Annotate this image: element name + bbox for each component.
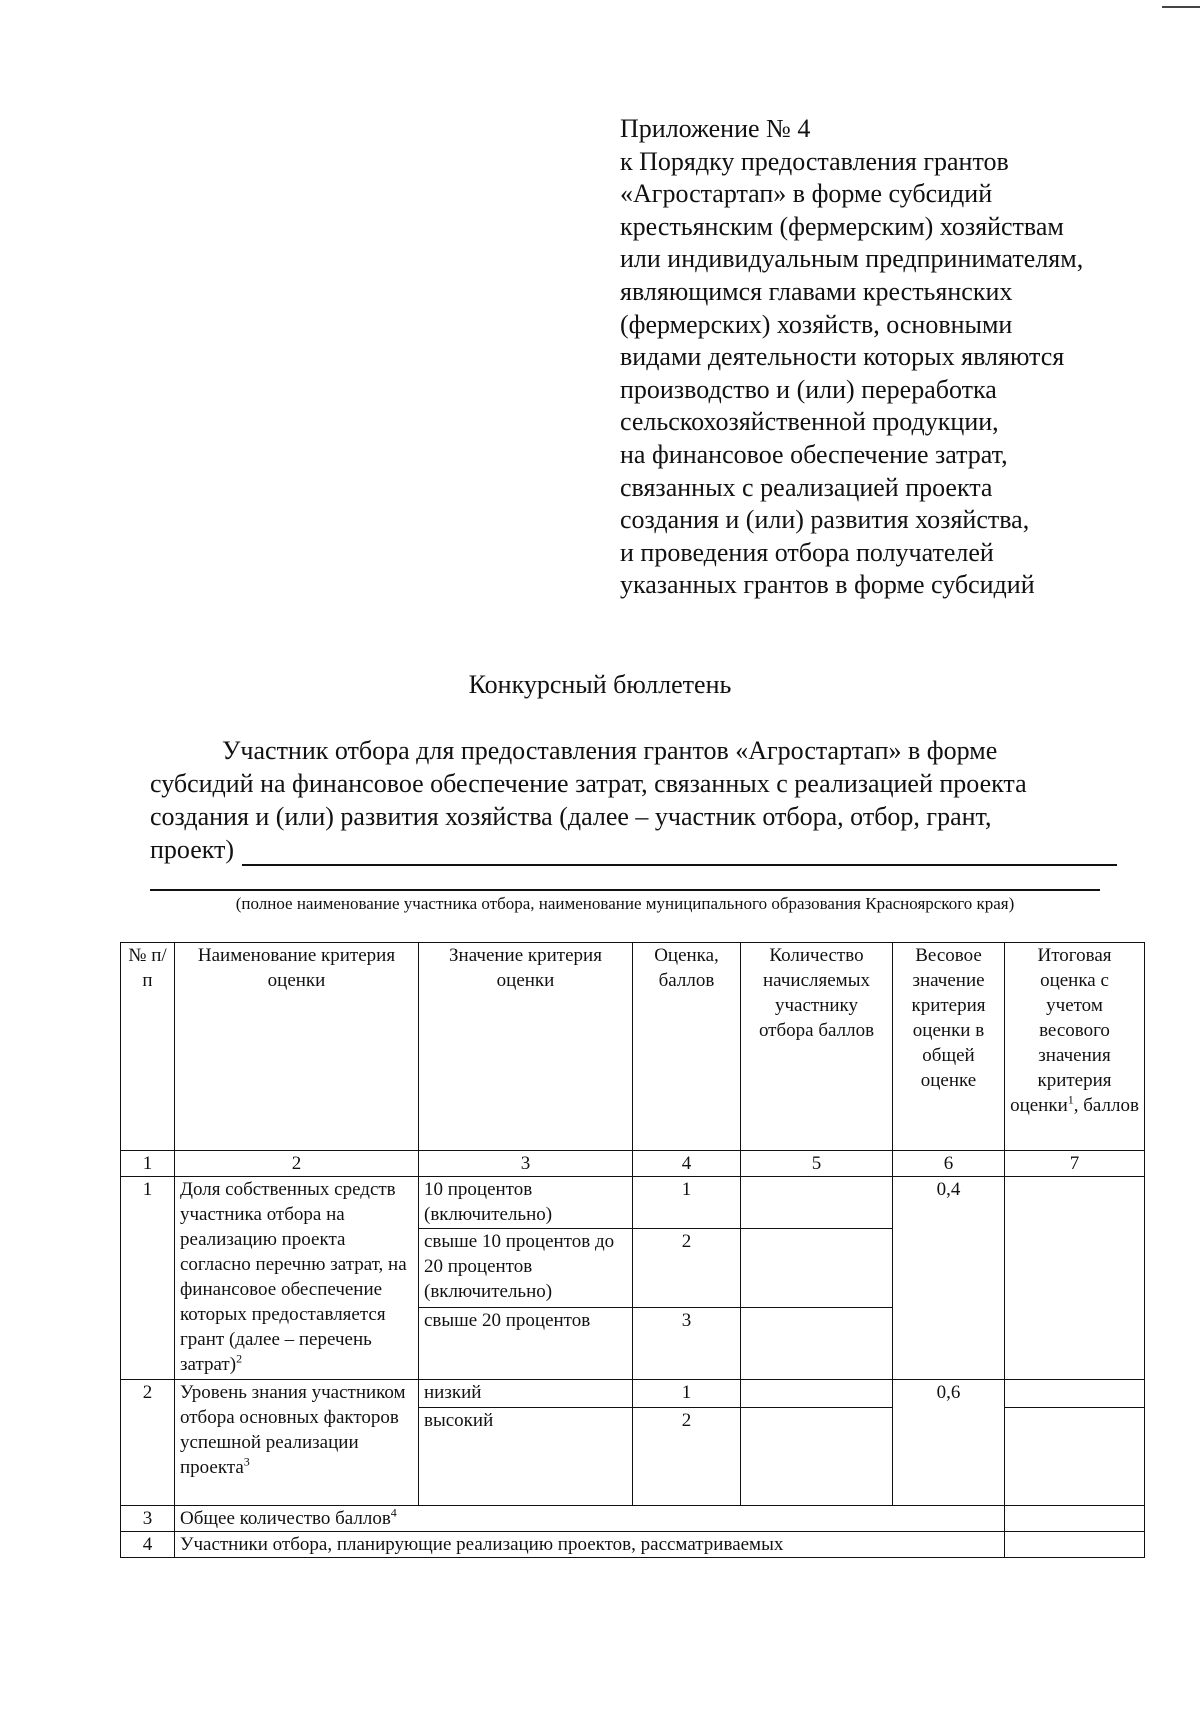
- header-total: [1005, 943, 1145, 1151]
- criterion-name: [175, 1380, 419, 1506]
- col-number: 4: [633, 1151, 741, 1177]
- appendix-line: создания и (или) развития хозяйства,: [620, 505, 1030, 535]
- blank-caption: (полное наименование участника отбора, наименование муниципального образования Красноярского края): [235, 894, 1015, 913]
- criterion-value: свыше 20 процентов: [419, 1308, 633, 1380]
- table-row: [121, 1177, 1145, 1229]
- awarded-points-cell[interactable]: [741, 1380, 893, 1408]
- total-points-text: Общее количество баллов: [180, 1508, 391, 1529]
- intro-paragraph: [150, 734, 1117, 866]
- criterion-score: 1: [633, 1177, 741, 1229]
- col-number: 7: [1005, 1151, 1145, 1177]
- row-num: 4: [121, 1532, 175, 1558]
- footnote-ref: 2: [236, 1351, 243, 1366]
- criterion-value: свыше 10 процентов до 20 процентов (включительно): [419, 1229, 633, 1308]
- col-number: 5: [741, 1151, 893, 1177]
- criterion-name: [175, 1177, 419, 1380]
- appendix-line: на финансовое обеспечение затрат,: [620, 439, 1008, 469]
- appendix-line: сельскохозяйственной продукции,: [620, 407, 999, 437]
- appendix-line: Приложение № 4: [620, 114, 811, 143]
- intro-line: [150, 767, 1117, 800]
- footnote-ref: 3: [243, 1454, 250, 1469]
- appendix-header: [620, 113, 1180, 602]
- intro-text: создания и (или) развития хозяйства (далее – участник отбора, отбор, грант,: [150, 802, 992, 831]
- participants-cell[interactable]: [1005, 1532, 1145, 1558]
- appendix-line: или индивидуальным предпринимателям,: [620, 244, 1084, 274]
- criteria-table: [120, 942, 1145, 1558]
- table-row: [121, 1506, 1145, 1532]
- table-row: [121, 1380, 1145, 1408]
- criterion-value: низкий: [419, 1380, 633, 1408]
- weighted-total-cell[interactable]: [1005, 1380, 1145, 1408]
- intro-line: [150, 800, 1117, 833]
- header-score: Оценка, баллов: [633, 943, 741, 1151]
- col-number: 6: [893, 1151, 1005, 1177]
- appendix-line: производство и (или) переработка: [620, 374, 997, 404]
- header-value: Значение критерия оценки: [419, 943, 633, 1151]
- col-number: 3: [419, 1151, 633, 1177]
- table-row: [121, 1532, 1145, 1558]
- criterion-text: Доля собственных средств участника отбора на реализацию проекта согласно перечню затрат, на финансовое обеспечение которых предоставляется грант (далее – перечень затрат): [180, 1179, 407, 1375]
- header-weight: Весовое значение критерия оценки в общей оценке: [893, 943, 1005, 1151]
- total-points-label: [175, 1506, 1005, 1532]
- row-num: 3: [121, 1506, 175, 1532]
- appendix-line: являющимся главами крестьянских: [620, 276, 1013, 306]
- criterion-weight: 0,4: [893, 1177, 1005, 1380]
- table-header-row: [121, 943, 1145, 1151]
- intro-text: проект): [150, 835, 235, 864]
- participants-label: Участники отбора, планирующие реализацию проектов, рассматриваемых: [175, 1532, 1005, 1558]
- intro-text: субсидий на финансовое обеспечение затрат, связанных с реализацией проекта: [150, 769, 1027, 798]
- footnote-ref: 1: [1067, 1092, 1074, 1107]
- awarded-points-cell[interactable]: [741, 1408, 893, 1506]
- col-number: 1: [121, 1151, 175, 1177]
- footnote-ref: 4: [390, 1505, 397, 1520]
- scan-corner-mark: [1162, 6, 1200, 8]
- col-number: 2: [175, 1151, 419, 1177]
- criterion-value: 10 процентов (включительно): [419, 1177, 633, 1229]
- criterion-score: 3: [633, 1308, 741, 1380]
- participant-name-blank-second-line[interactable]: [150, 889, 1100, 891]
- appendix-line: (фермерских) хозяйств, основными: [620, 309, 1013, 339]
- weighted-total-cell[interactable]: [1005, 1177, 1145, 1380]
- criterion-text: Уровень знания участником отбора основных факторов успешной реализации проекта: [180, 1382, 406, 1478]
- appendix-line: связанных с реализацией проекта: [620, 472, 993, 502]
- appendix-line: видами деятельности которых являются: [620, 342, 1065, 372]
- intro-line: [150, 833, 1117, 866]
- header-total-text: Итоговая оценка с учетом весового значения критерия оценки: [1010, 945, 1112, 1116]
- row-num: 2: [121, 1380, 175, 1506]
- header-awarded: Количество начисляемых участнику отбора баллов: [741, 943, 893, 1151]
- header-num: № п/п: [121, 943, 175, 1151]
- awarded-points-cell[interactable]: [741, 1177, 893, 1229]
- appendix-line: к Порядку предоставления грантов: [620, 146, 1009, 176]
- ballot-title: Конкурсный бюллетень: [468, 670, 732, 699]
- criterion-score: 2: [633, 1408, 741, 1506]
- criterion-score: 1: [633, 1380, 741, 1408]
- appendix-line: указанных грантов в форме субсидий: [620, 570, 1035, 600]
- criterion-value: высокий: [419, 1408, 633, 1506]
- awarded-points-cell[interactable]: [741, 1308, 893, 1380]
- participant-name-blank[interactable]: [242, 840, 1117, 866]
- intro-text: Участник отбора для предоставления грантов «Агростартап» в форме: [222, 736, 998, 765]
- criterion-score: 2: [633, 1229, 741, 1308]
- appendix-line: и проведения отбора получателей: [620, 537, 994, 567]
- weighted-total-cell[interactable]: [1005, 1408, 1145, 1506]
- intro-line: [150, 734, 1117, 767]
- appendix-line: крестьянским (фермерским) хозяйствам: [620, 211, 1064, 241]
- criterion-weight: 0,6: [893, 1380, 1005, 1506]
- header-total-suffix: , баллов: [1073, 1095, 1139, 1116]
- total-points-cell[interactable]: [1005, 1506, 1145, 1532]
- awarded-points-cell[interactable]: [741, 1229, 893, 1308]
- appendix-line: «Агростартап» в форме субсидий: [620, 179, 993, 209]
- row-num: 1: [121, 1177, 175, 1380]
- header-criterion: Наименование критерия оценки: [175, 943, 419, 1151]
- column-number-row: [121, 1151, 1145, 1177]
